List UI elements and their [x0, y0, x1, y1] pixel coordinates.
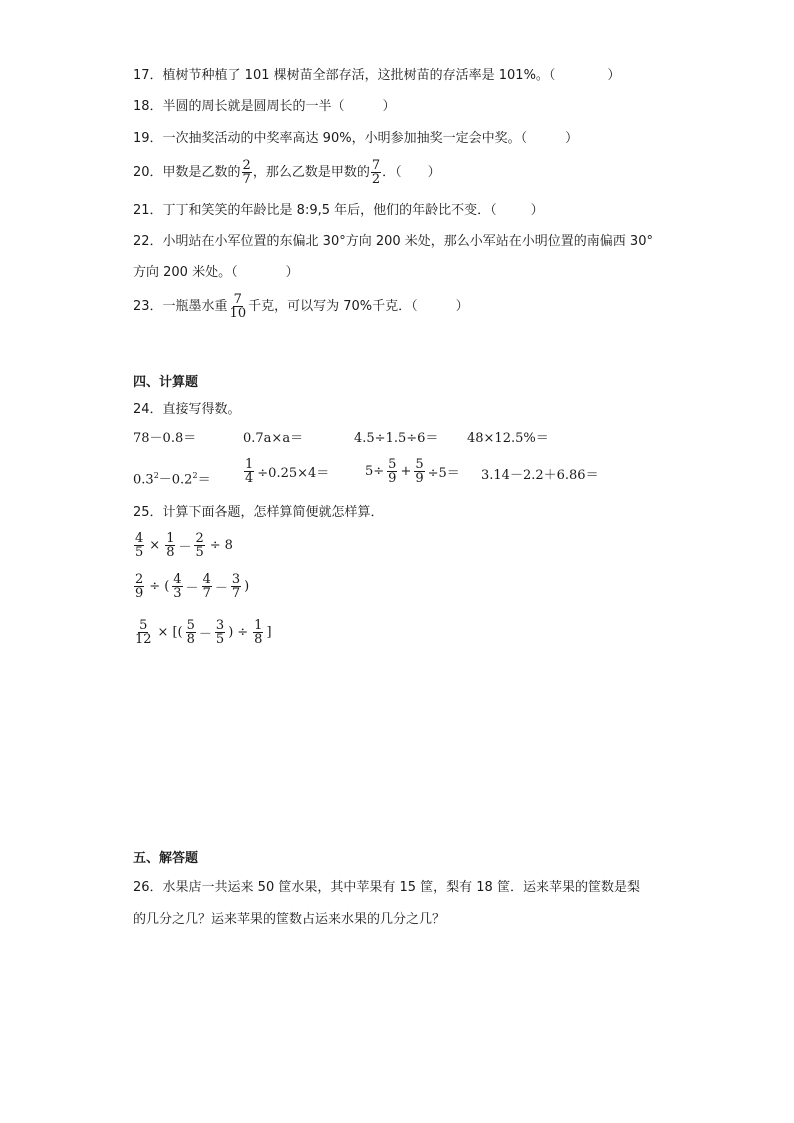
section-title-answer: 五、解答题 — [133, 851, 199, 866]
fraction: $\frac{7}{10}$ — [229, 292, 247, 321]
expression-3: $\frac{5}{12}$ × [( $\frac{5}{8}$ － $\frac{3}{5}$ ) ÷ $\frac{1}{8}$ ] — [135, 618, 272, 647]
oral-calc-item: 3.14－2.2＋6.86＝ — [481, 468, 599, 483]
oral-calc-item: 0.7a×a＝ — [243, 431, 304, 446]
question-17 — [133, 67, 620, 85]
question-24-title: 24．直接写得数。 — [133, 402, 241, 417]
question-20-mid: ，那么乙数是甲数的 — [252, 164, 370, 180]
section-title-calculation: 四、计算题 — [133, 375, 199, 390]
oral-calc-item: $0.3^2-0.2^2=$ — [133, 471, 211, 488]
question-23 — [133, 293, 469, 320]
fraction: $\frac{5}{9}$ — [388, 457, 397, 486]
oral-calc-item: 4.5÷1.5÷6＝ — [354, 431, 439, 446]
expression-2: $\frac{2}{9}$ ÷ ( $\frac{4}{3}$ － $\frac{4}{7}$ － $\frac{3}{7}$ ) — [135, 572, 250, 601]
question-22-line1: 22．小明站在小军位置的东偏北 30°方向 200 米处，那么小军站在小明位置的南偏西 30° — [133, 234, 653, 249]
question-23-close: ） — [455, 298, 469, 314]
question-17-text: 17．植树节种植了 101 棵树苗全部存活，这批树苗的存活率是 101%。（ — [133, 68, 556, 83]
oral-calc-item: 5÷ $\frac{5}{9}$ + $\frac{5}{9}$ ÷5＝ — [365, 457, 460, 486]
fraction: $\frac{2}{7}$ — [242, 158, 251, 187]
question-19-text: 19．一次抽奖活动的中奖率高达 90%，小明参加抽奖一定会中奖。（ — [133, 131, 528, 146]
oral-calc-item: 78－0.8＝ — [133, 431, 197, 446]
question-20-close: ） — [427, 164, 441, 180]
question-20-pre: 20．甲数是乙数的 — [133, 164, 241, 180]
question-26-line1: 26．水果店一共运来 50 筐水果，其中苹果有 15 筐，梨有 18 筐．运来苹果的筐数是梨 — [133, 880, 640, 895]
fraction: $\frac{1}{4}$ — [245, 457, 254, 486]
fraction: $\frac{5}{9}$ — [415, 457, 424, 486]
question-21-text: 21．丁丁和笑笑的年龄比是 8:9,5 年后，他们的年龄比不变．（ — [133, 203, 497, 218]
question-18-close: ） — [382, 99, 396, 114]
question-21 — [133, 202, 544, 220]
question-20 — [133, 159, 441, 186]
question-19 — [133, 130, 578, 148]
question-20-post: ．（ — [382, 164, 402, 180]
question-19-close: ） — [565, 131, 579, 146]
question-22-close: ） — [285, 265, 299, 280]
question-23-pre: 23．一瓶墨水重 — [133, 298, 228, 314]
question-18 — [133, 98, 396, 116]
question-18-text: 18．半圆的周长就是圆周长的一半（ — [133, 99, 345, 114]
question-17-close: ） — [607, 68, 621, 83]
question-26-line2: 的几分之几？运来苹果的筐数占运来水果的几分之几？ — [133, 912, 446, 927]
expression-1: $\frac{4}{5}$ × $\frac{1}{8}$ － $\frac{2}{5}$ ÷ 8 — [135, 531, 233, 560]
question-25-title: 25．计算下面各题，怎样算简便就怎样算． — [133, 505, 384, 520]
question-23-post: 千克，可以写为 70%千克．（ — [248, 298, 418, 314]
question-22-line2: 方向 200 米处。（ ） — [133, 265, 299, 280]
question-21-close: ） — [530, 203, 544, 218]
oral-calc-item: $\frac{1}{4}$ ÷0.25×4＝ — [245, 457, 330, 486]
fraction: $\frac{7}{2}$ — [371, 158, 381, 187]
oral-calc-item: 48×12.5%＝ — [467, 431, 549, 446]
